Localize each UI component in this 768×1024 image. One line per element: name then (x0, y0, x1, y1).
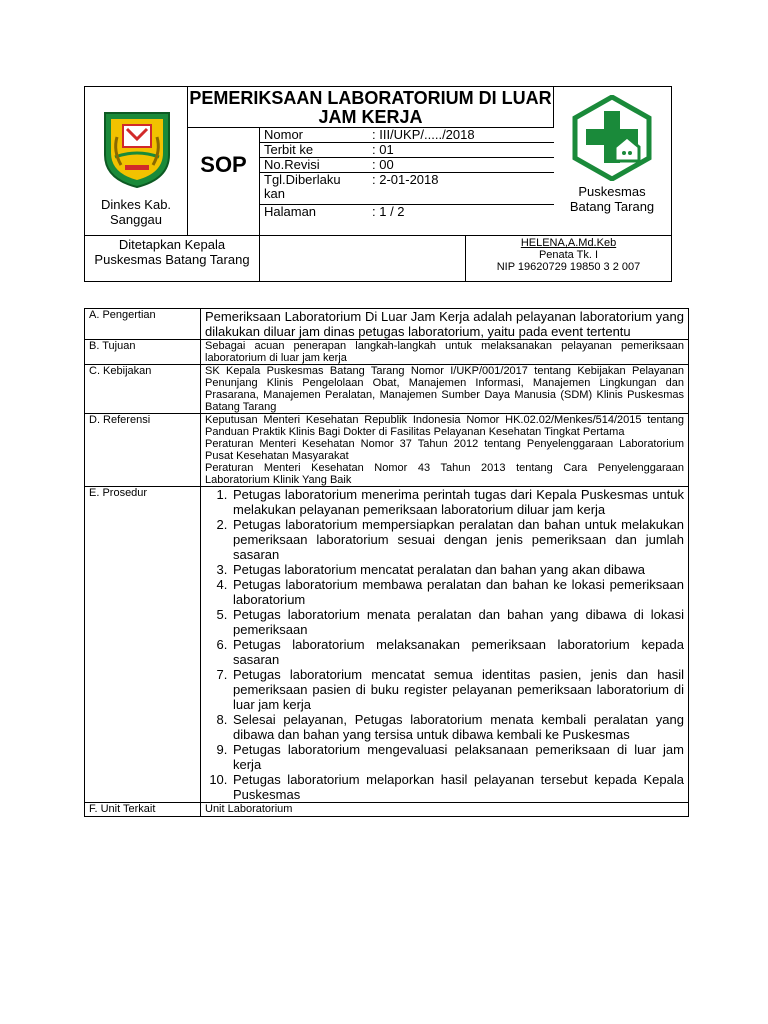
section-unit-terkait (85, 803, 689, 817)
procedure-step: 9. Petugas laboratorium mengevaluasi pelaksanaan pemeriksaan di luar jam kerja (231, 742, 684, 772)
signer-cell (466, 236, 672, 282)
section-pengertian (85, 309, 689, 340)
section-text (201, 414, 689, 487)
reference-item: Peraturan Menteri Kesehatan Nomor 37 Tahun 2012 tentang Penyelenggaraan Laboratorium Pusat Kesehatan Masyarakat (205, 438, 684, 462)
signer-nip: NIP 19620729 19850 3 2 007 (496, 261, 641, 273)
meta-key: Tgl.Diberlaku kan (264, 172, 341, 201)
signer-rank: Penata Tk. I (538, 249, 599, 261)
meta-row-tgl (260, 173, 554, 205)
right-logo-cell (554, 86, 672, 236)
section-referensi (85, 414, 689, 487)
meta-value: : 2-01-2018 (372, 172, 439, 187)
signer-name: HELENA,A.Md.Keb (520, 237, 617, 249)
procedure-step: 7. Petugas laboratorium mencatat semua identitas pasien, jenis dan hasil pemeriksaan pasien di buku register pelayanan pemeriksaan laboratorium di luar jam kerja (231, 667, 684, 712)
section-text: SK Kepala Puskesmas Batang Tarang Nomor I/UKP/001/2017 tentang Kebijakan Pelayanan Penunjang Klinis Pengelolaan Obat, Manajemen Informasi, Manajemen Lingkungan dan Prasarana, Manajemen Peralatan, Manajemen Sumber Daya Manusia (SDM) Klinis Puskesmas Batang Tarang (201, 365, 689, 414)
left-logo-cell (84, 86, 188, 236)
sop-label: SOP (188, 128, 260, 236)
document-title: PEMERIKSAAN LABORATORIUM DI LUAR JAM KERJA (188, 86, 554, 128)
section-label: B. Tujuan (85, 340, 201, 365)
signature-space-cell (260, 236, 466, 282)
meta-row-revisi (260, 158, 554, 173)
procedure-step: 2. Petugas laboratorium mempersiapkan peralatan dan bahan untuk melakukan pemeriksaan laboratorium sesuai dengan jenis pemeriksaan dan jumlah sasaran (231, 517, 684, 562)
meta-key: Halaman (264, 204, 317, 219)
section-tujuan (85, 340, 689, 365)
procedure-step: 6. Petugas laboratorium melaksanakan pemeriksaan laboratorium kepada sasaran (231, 637, 684, 667)
sop-content-table (84, 308, 689, 817)
section-text: Sebagai acuan penerapan langkah-langkah untuk melaksanakan pelayanan pemeriksaan laboratorium di luar jam kerja (201, 340, 689, 365)
reference-item: Keputusan Menteri Kesehatan Republik Indonesia Nomor HK.02.02/Menkes/514/2015 tentang Panduan Praktik Klinis Bagi Dokter di Fasilitas Pelayanan Kesehatan Tingkat Pertama (205, 414, 684, 438)
section-prosedur (85, 487, 689, 803)
ditetapkan-cell: Ditetapkan Kepala Puskesmas Batang Tarang (84, 236, 260, 282)
procedure-step: 10. Petugas laboratorium melaporkan hasil pelayanan tersebut kepada Kepala Puskesmas (231, 772, 684, 802)
meta-key: Nomor (264, 127, 304, 142)
procedure-step: 8. Selesai pelayanan, Petugas laboratorium menata kembali peralatan yang dibawa dan bahan yang tersisa untuk dibawa kembali ke Puskesmas (231, 712, 684, 742)
section-text: Pemeriksaan Laboratorium Di Luar Jam Kerja adalah pelayanan laboratorium yang dilakukan diluar jam dinas petugas laboratorium, yaitu pada event tertentu (201, 309, 689, 340)
section-label: F. Unit Terkait (85, 803, 201, 817)
meta-value: : 1 / 2 (372, 204, 405, 219)
meta-value: : 01 (372, 142, 394, 157)
section-label: D. Referensi (85, 414, 201, 487)
meta-key: No.Revisi (264, 157, 320, 172)
right-org-name: Puskesmas Batang Tarang (569, 184, 655, 214)
procedure-step: 5. Petugas laboratorium menata peralatan dan bahan yang dibawa di lokasi pemeriksaan (231, 607, 684, 637)
meta-row-halaman (260, 205, 554, 236)
procedure-step: 1. Petugas laboratorium menerima perintah tugas dari Kepala Puskesmas untuk melakukan pelayanan pemeriksaan laboratorium diluar jam kerja (231, 487, 684, 517)
reference-item: Peraturan Menteri Kesehatan Nomor 43 Tahun 2013 tentang Cara Penyelenggaraan Laboratorium Klinik Yang Baik (205, 462, 684, 486)
procedure-step: 3. Petugas laboratorium mencatat peralatan dan bahan yang akan dibawa (231, 562, 684, 577)
meta-key: Terbit ke (264, 142, 314, 157)
procedure-list (205, 487, 684, 802)
section-label: A. Pengertian (85, 309, 201, 340)
meta-value: : III/UKP/...../2018 (372, 127, 475, 142)
meta-row-nomor (260, 128, 554, 143)
section-kebijakan (85, 365, 689, 414)
procedure-step: 4. Petugas laboratorium membawa peralatan dan bahan ke lokasi pemeriksaan laboratorium (231, 577, 684, 607)
meta-value: : 00 (372, 157, 394, 172)
section-label: E. Prosedur (85, 487, 201, 803)
puskesmas-logo-icon (569, 95, 655, 181)
sanggau-regency-emblem-icon (99, 109, 175, 189)
left-org-name: Dinkes Kab. Sanggau (100, 197, 172, 227)
section-text (201, 487, 689, 803)
section-label: C. Kebijakan (85, 365, 201, 414)
meta-row-terbit (260, 143, 554, 158)
section-text: Unit Laboratorium (201, 803, 689, 817)
